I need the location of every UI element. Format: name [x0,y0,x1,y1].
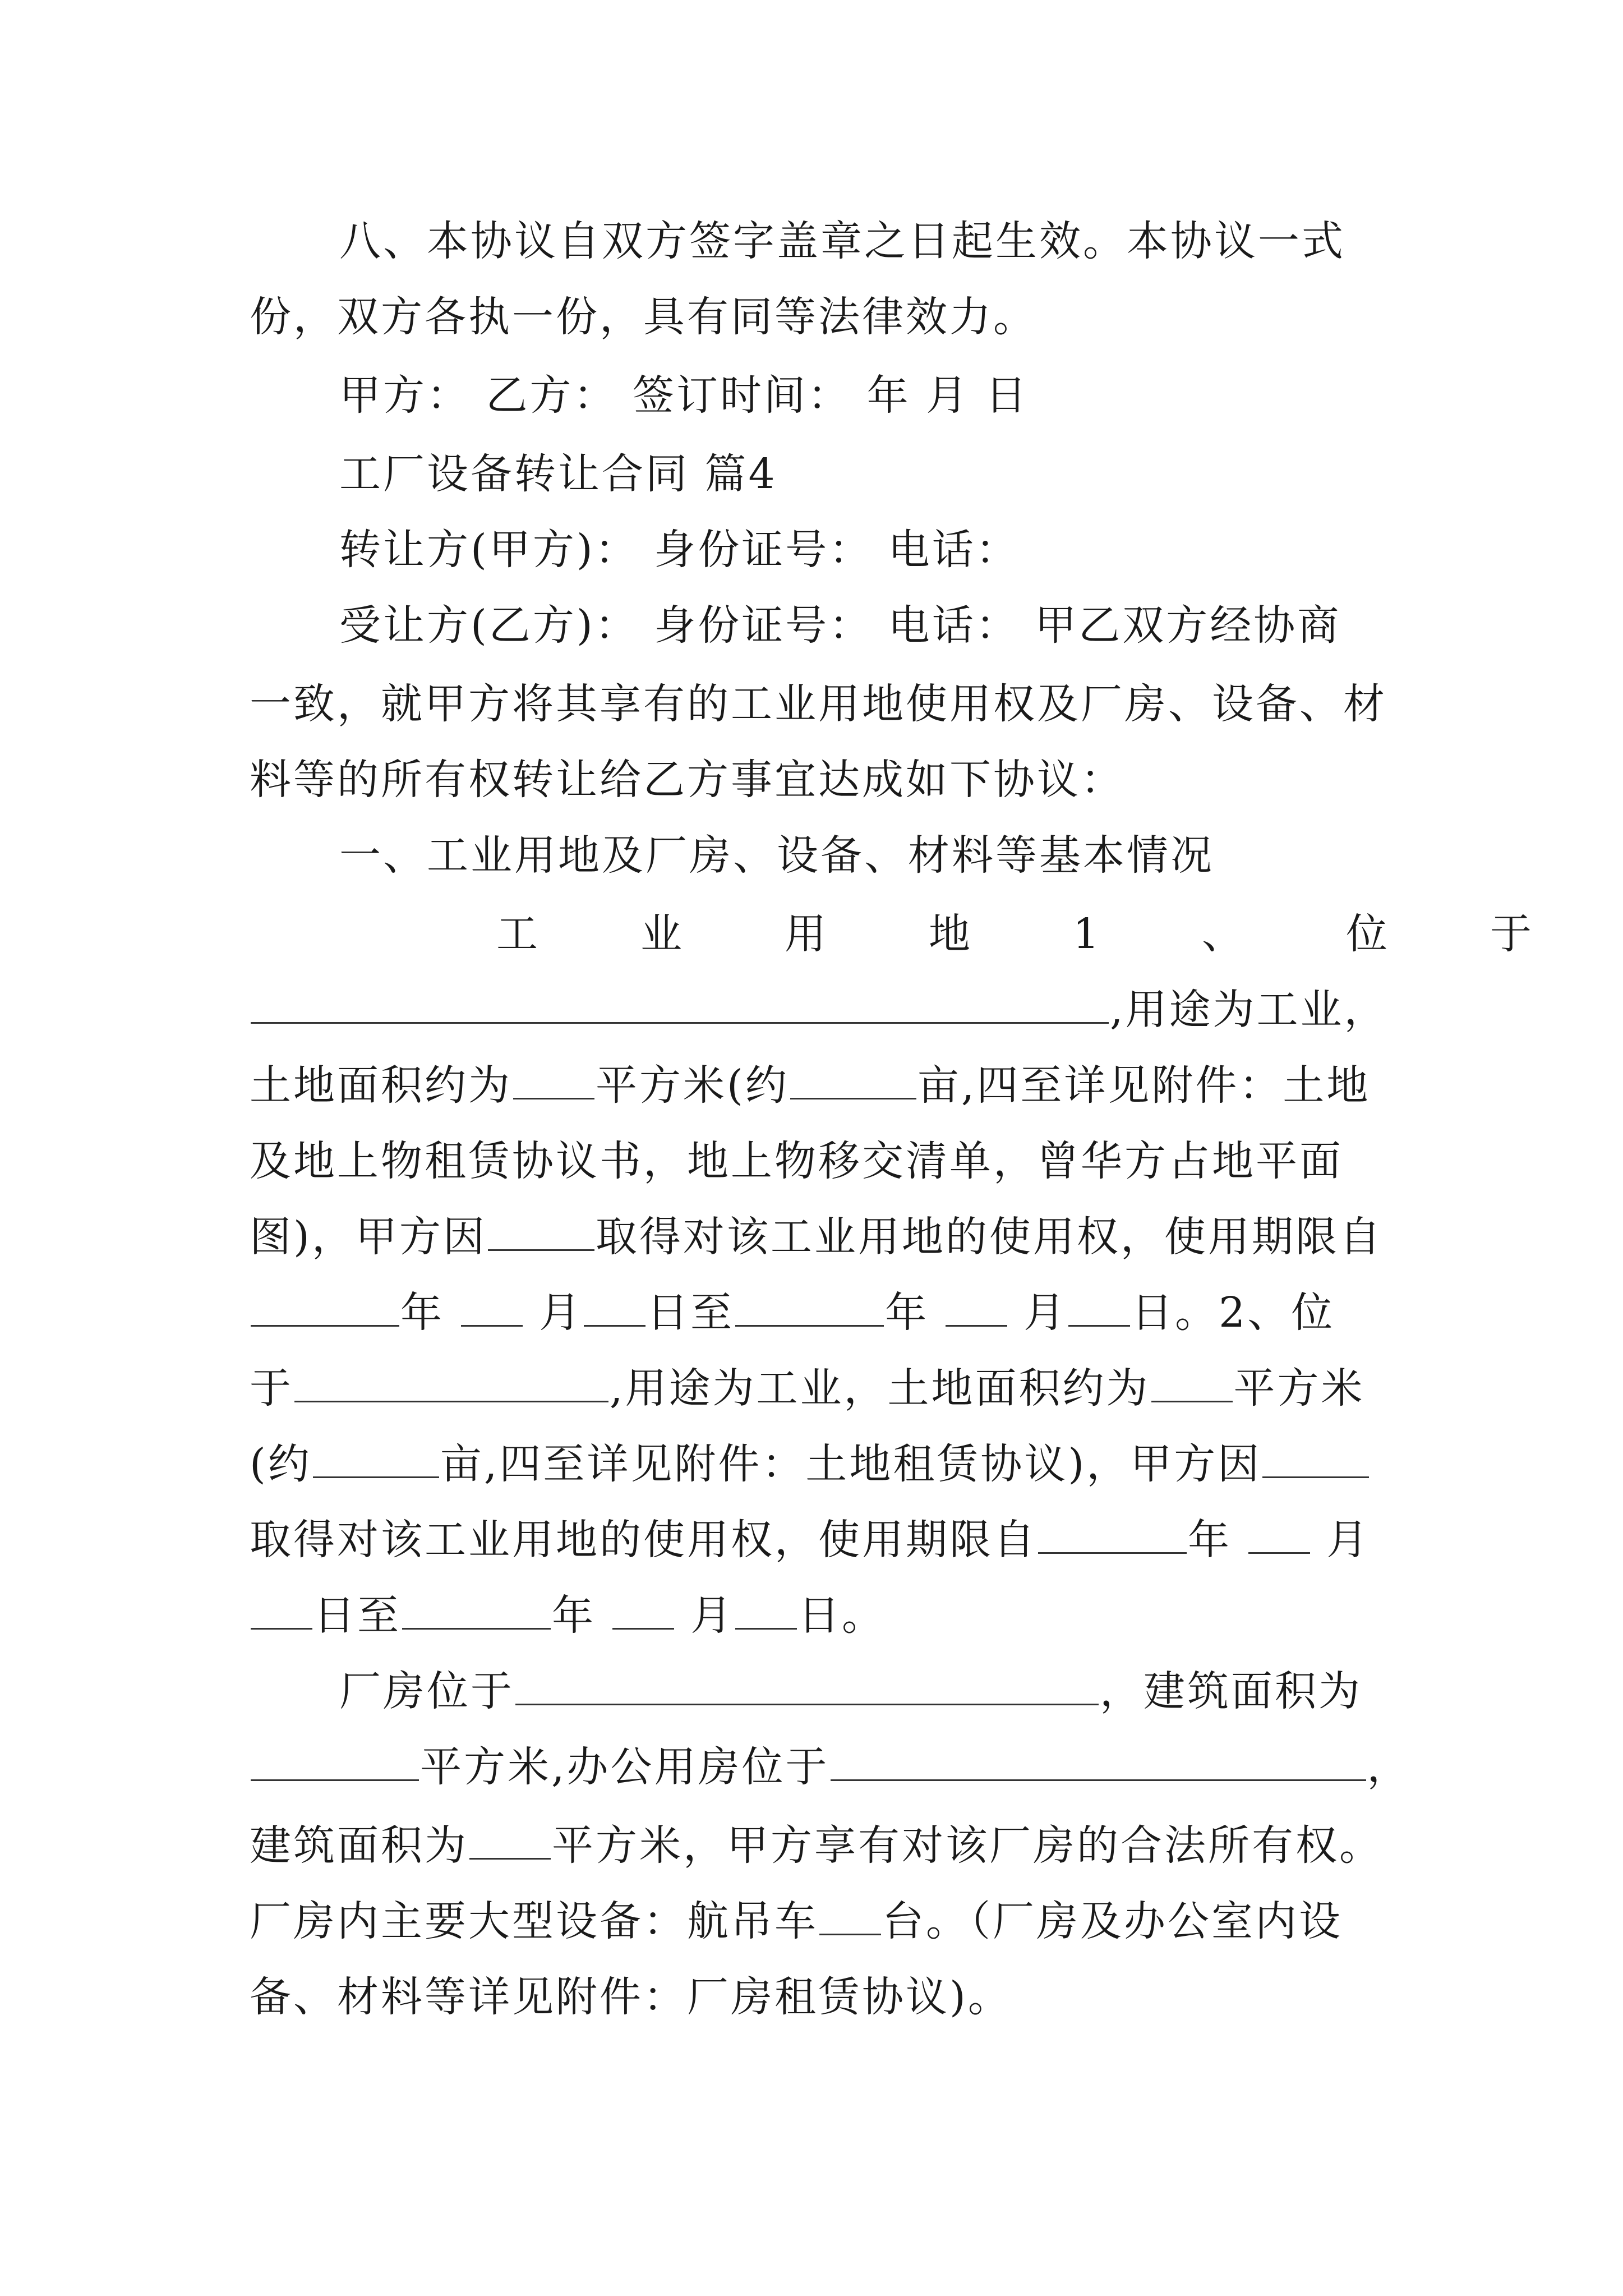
text-segment: 图)，甲方因 [250,1213,487,1261]
text-segment: 日至 [313,1591,401,1640]
text-line [250,1360,1365,1416]
text-segment: 于 [250,1364,293,1412]
text-line: 工厂设备转让合同 篇4 [339,450,777,498]
fill-blank[interactable] [251,987,1109,1024]
text-segment: 平方米,办公用房位于 [420,1743,829,1791]
char: 用 [784,910,828,958]
fill-blank[interactable] [819,1899,881,1935]
fill-blank[interactable] [488,1214,594,1251]
fill-blank[interactable] [1248,1517,1310,1554]
text-segment: 月 [1326,1516,1371,1564]
text-line [250,1512,1370,1568]
text-segment: 土地面积约为 [250,1061,512,1110]
text-segment: 建筑面积为 [250,1821,468,1870]
text-segment: 日至 [647,1289,735,1337]
text-line: 一致，就甲方将其享有的工业用地使用权及厂房、设备、材 [250,680,1387,728]
text-segment: 平方米 [1233,1364,1365,1412]
text-segment: (约 [250,1440,312,1488]
fill-blank[interactable] [612,1593,674,1630]
text-line: 份，双方各执一份，具有同等法律效力。 [250,293,1037,341]
text-line: 及地上物租赁协议书，地上物移交清单，曾华方占地平面 [250,1137,1343,1185]
fill-blank[interactable] [251,1745,419,1781]
text-segment: 年 [400,1289,444,1337]
text-line: 料等的所有权转让给乙方事宜达成如下协议： [250,756,1124,804]
text-segment: 厂房内主要大型设备：航吊车 [250,1897,818,1945]
text-segment: 年 [885,1289,929,1337]
fill-blank[interactable] [251,1593,312,1630]
text-segment: 月 [1023,1289,1068,1337]
fill-blank[interactable] [1151,1366,1233,1402]
text-line: 甲方： 乙方： 签订时间： 年 月 日 [339,371,1029,420]
text-line [250,1057,1370,1114]
char: 于 [1490,910,1534,958]
text-line [250,1436,1370,1492]
fill-blank[interactable] [790,1063,916,1099]
fill-blank[interactable] [735,1593,797,1630]
text-line: 受让方(乙方)： 身份证号： 电话： 甲乙双方经协商 [339,601,1341,650]
text-line [250,1739,1411,1795]
fill-blank[interactable] [461,1290,523,1327]
text-segment: 平方米(约 [596,1061,789,1110]
char: 1 [1072,910,1102,958]
text-segment: 亩,四至详见附件：土地 [917,1061,1371,1110]
text-segment: 日。 [798,1591,886,1640]
char: 工 [496,910,540,958]
text-segment: 月 [539,1289,583,1337]
text-line: 备、材料等详见附件：厂房租赁协议)。 [250,1973,1012,2021]
fill-blank[interactable] [251,1290,399,1327]
fill-blank[interactable] [1038,1517,1187,1554]
text-line [250,1285,1335,1341]
text-segment: ，建筑面积为 [1100,1667,1362,1715]
fill-blank[interactable] [402,1593,551,1630]
text-line [250,982,1388,1038]
text-segment: 取得对该工业用地的使用权，使用期限自 [595,1213,1383,1261]
text-segment: ,用途为工业，土地面积约为 [610,1364,1150,1412]
text-line: 转让方(甲方)： 身份证号： 电话： [339,526,1020,574]
text-segment: 月 [690,1591,735,1640]
fill-blank[interactable] [831,1745,1366,1781]
text-segment: 年 [552,1591,596,1640]
text-segment: 亩,四至详见附件：土地租赁协议)，甲方因 [440,1440,1262,1488]
text-line: 八、本协议自双方签字盖章之日起生效。本协议一式 [339,217,1345,265]
text-line [250,1818,1383,1874]
text-segment: 年 [1188,1516,1232,1564]
fill-blank[interactable] [313,1442,439,1478]
fill-blank[interactable] [946,1290,1007,1327]
char: 地 [928,910,972,958]
text-line [250,1588,886,1644]
text-line-justified [496,906,1534,962]
char: 、 [1202,910,1246,958]
fill-blank[interactable] [1262,1442,1369,1478]
text-segment: 平方米，甲方享有对该厂房的合法所有权。 [552,1821,1383,1870]
fill-blank[interactable] [735,1290,884,1327]
text-segment: ,用途为工业， [1110,986,1388,1034]
text-segment: 厂房位于 [339,1667,514,1715]
fill-blank[interactable] [584,1290,645,1327]
text-segment: 台。（厂房及办公室内设 [882,1897,1343,1945]
text-line [339,1663,1362,1719]
text-line: 一、工业用地及厂房、设备、材料等基本情况 [339,831,1214,880]
text-line [250,1893,1343,1949]
text-segment: 日。2、位 [1131,1289,1335,1337]
text-segment: 取得对该工业用地的使用权，使用期限自 [250,1516,1037,1564]
fill-blank[interactable] [469,1823,551,1860]
fill-blank[interactable] [294,1366,608,1402]
text-segment: ， [1367,1743,1411,1791]
fill-blank[interactable] [1068,1290,1130,1327]
fill-blank[interactable] [513,1063,594,1099]
char: 业 [640,910,684,958]
char: 位 [1346,910,1390,958]
text-line [250,1209,1383,1265]
fill-blank[interactable] [515,1669,1099,1705]
